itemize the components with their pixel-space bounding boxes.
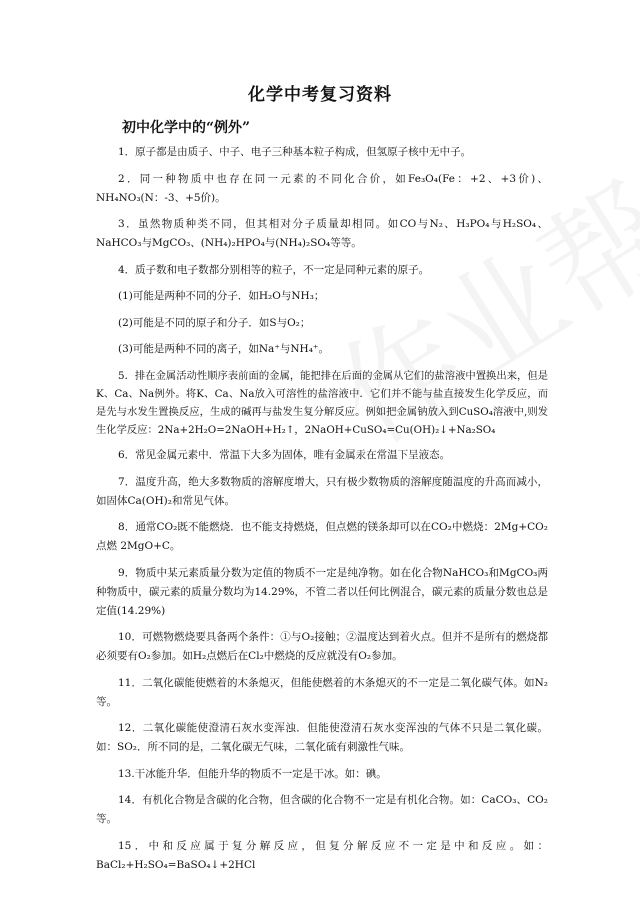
- list-item: 12．二氧化碳能使澄清石灰水变浑浊．但能使澄清石灰水变浑浊的气体不只是二氧化碳。如：SO₂．所不同的是，二氧化碳无气味，二氧化硫有刺激性气味。: [96, 722, 548, 753]
- list-item: 8．通常CO₂既不能燃烧．也不能支持燃烧，但点燃的镁条却可以在CO₂中燃烧：2Mg+CO₂ 点燃 2MgO+C。: [96, 521, 548, 552]
- section-heading: 初中化学中的“例外”: [122, 120, 251, 136]
- list-item: 13.干冰能升华．但能升华的物质不一定是干冰。如：碘。: [118, 767, 387, 780]
- list-item: 5．排在金属活动性顺序表前面的金属，能把排在后面的金属从它们的盐溶液中置换出来，但是K、Ca、Na例外。将K、Ca、Na放入可溶性的盐溶液中．它们并不能与盐直接发生化学反应，而是先与水发生置换反应，生成的碱再与盐发生复分解反应。例如把金属钠放入到CuSO₄溶液中,则发生化学反应：2Na+2H₂O=2NaOH+H₂↑，2NaOH+CuSO₄=Cu(OH)₂↓+Na₂SO₄: [96, 369, 548, 436]
- sub-item: (3)可能是两种不同的离子，如Na⁺与NH₄⁺。: [118, 343, 329, 355]
- list-item: 1．原子都是由质子、中子、电子三种基本粒子构成，但氢原子核中无中子。: [118, 146, 472, 158]
- sub-item: (1)可能是两种不同的分子．如H₂O与NH₃；: [118, 290, 325, 302]
- list-item: 4．质子数和电子数都分别相等的粒子，不一定是同种元素的原子。: [118, 263, 430, 276]
- document-title: 化学中考复习资料: [248, 85, 392, 105]
- list-item: 9．物质中某元素质量分数为定值的物质不一定是纯净物。如在化合物NaHCO₃和MgCO₃两种物质中，碳元素的质量分数均为14.29%，不管二者以任何比例混合，碳元素的质量分数也总是定值(14.29%): [96, 566, 548, 617]
- list-item: 3．虽然物质种类不同，但其相对分子质量却相同。如CO与N₂、H₃PO₄与H₂SO₄、NaHCO₃与MgCO₃、(NH₄)₂HPO₄与(NH₄)₂SO₄等等。: [96, 218, 548, 249]
- list-item: 11．二氧化碳能使燃着的木条熄灭，但能使燃着的木条熄灭的不一定是二氧化碳气体。如N₂等。: [96, 676, 548, 708]
- list-item: 6．常见金属元素中．常温下大多为固体，唯有金属汞在常温下呈液态。: [118, 449, 451, 461]
- list-item: 10．可燃物燃烧要具备两个条件：①与O₂接触；②温度达到着火点。但并不是所有的燃烧都必须要有O₂参加。如H₂点燃后在Cl₂中燃烧的反应就没有O₂参加。: [96, 631, 548, 662]
- list-item: 15．中和反应属于复分解反应，但复分解反应不一定是中和反应。如：BaCl₂+H₂SO₄=BaSO₄↓+2HCl: [96, 839, 548, 871]
- list-item: 7．温度升高，绝大多数物质的溶解度增大，只有极少数物质的溶解度随温度的升高而减小，如固体Ca(OH)₂和常见气体。: [96, 475, 548, 507]
- rule-list: [96, 143, 548, 882]
- sub-item: (2)可能是不同的原子和分子．如S与O₂；: [118, 316, 311, 329]
- list-item: 14．有机化合物是含碳的化合物，但含碳的化合物不一定是有机化合物。如：CaCO₃、CO₂等。: [96, 794, 548, 825]
- list-item: 2．同一种物质中也存在同一元素的不同化合价，如Fe₃O₄(Fe：+2、+3价)、NH₄NO₃(N：-3、+5价)。: [96, 172, 548, 204]
